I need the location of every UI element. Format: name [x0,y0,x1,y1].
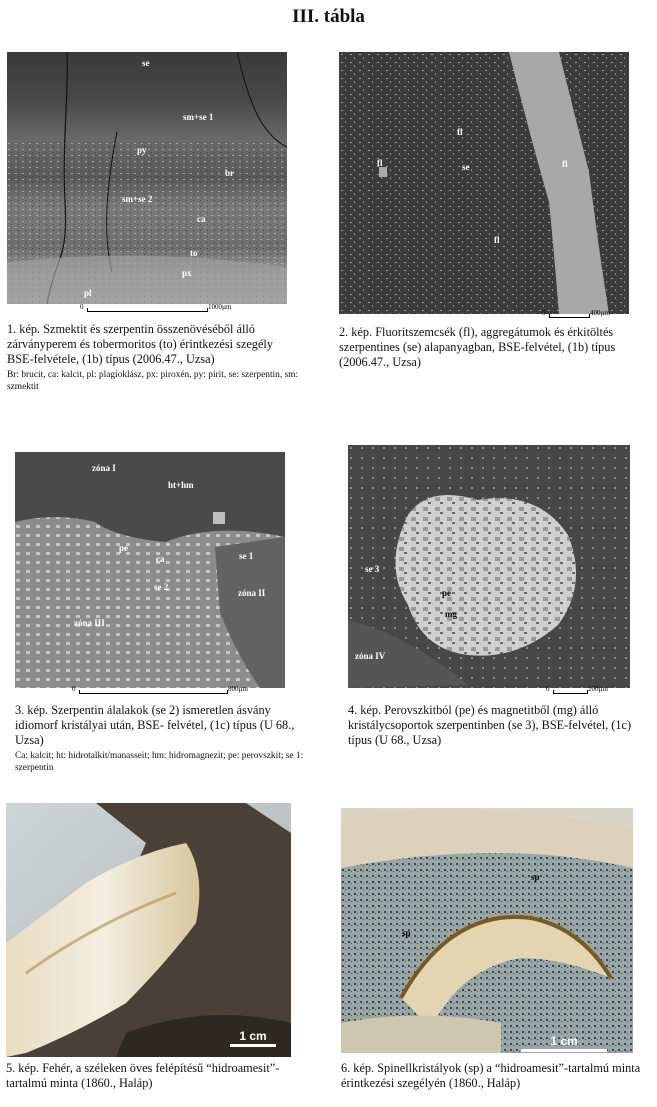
figure-5-scale: 1 cm [230,1029,276,1047]
fig1-label: sm+se 1 [183,112,214,122]
fig3-label: ht+hm [168,480,194,490]
figure-2-scale: 0 400µm [542,309,610,317]
fig4-label: mg [445,609,457,619]
fig4-label: pe [442,588,451,598]
figure-3-scale: 0 800µm [72,685,248,693]
figure-3-image [15,452,285,688]
fig1-label: px [182,268,192,278]
fig6-label: sp [402,928,411,938]
figure-4-image [348,445,630,688]
figure-2-image [339,52,629,314]
fig1-label: sm+se 2 [122,194,153,204]
figure-1-sem-image [7,52,287,304]
figure-6-image [341,808,633,1053]
fig1-label: br [225,168,234,178]
fig2-label: fl [494,235,500,245]
fig1-label: se [142,58,150,68]
fig3-label: zóna III [74,618,105,628]
figure-1-scale: 0 1000µm [80,303,232,311]
figure-2-caption: 2. kép. Fluoritszemcsék (fl), aggregátumok és érkitöltés szerpentines (se) alapanyagban, BSE-felvétel, (1b) típus (2006.47., Uzsa) [339,325,616,369]
fig1-label: py [137,145,147,155]
fig3-label: zóna II [238,588,266,598]
figure-3-caption: 3. kép. Szerpentin álalakok (se 2) ismeretlen ásvány idiomorf kristályai után, BSE- felvétel, (1c) típus (U 68., Uzsa) Ca: kalcit; ht: hidrotalkit/manasseit; hm: hidromagnezit; pe: perovszkit; se 1: szerpentin [15,703,304,773]
fig1-label: pl [84,288,92,298]
figure-5-image [6,803,291,1057]
fig6-label: sp [531,872,540,882]
fig3-label: se 1 [239,551,254,561]
fig2-label: fl [562,159,568,169]
figure-5-photo [6,803,291,1057]
page-title: III. tábla [292,6,365,27]
figure-6-photo [341,808,633,1053]
fig3-label: zóna I [92,463,116,473]
figure-4-sem-image [348,445,630,688]
fig1-label: to [190,248,198,258]
figure-6-scale: 1 cm [521,1034,607,1052]
figure-1-caption: 1. kép. Szmektit és szerpentin összenövéséből álló zárványperem és tobermoritos (to) érintkezési szegély BSE-felvétele, (1b) típus (2006.47., Uzsa) Br: brucit, ca: kalcit, pl: plagioklász, px: piroxén, py: pirit, se: szerpentin, sm: szmektit [7,322,299,392]
figure-5-caption: 5. kép. Fehér, a széleken öves felépítésű “hidroamesit”-tartalmú minta (1860., Haláp) [6,1061,280,1090]
fig4-label: se 3 [365,564,380,574]
figure-4-caption: 4. kép. Perovszkitból (pe) és magnetitből (mg) álló kristálycsoportok szerpentinben (se 3), BSE-felvétel, (1c) típus (U 68., Uzsa) [348,703,632,747]
figure-4-scale: 0 200µm [546,685,608,693]
figure-1-image [7,52,287,304]
fig4-label: zóna IV [355,651,386,661]
fig2-label: fl [457,127,463,137]
figure-6-caption: 6. kép. Spinellkristályok (sp) a “hidroamesit”-tartalmú minta érintkezési szegélyén (1860., Haláp) [341,1061,641,1090]
fig2-label: fl [377,158,383,168]
fig2-label: se [462,162,470,172]
fig3-label: pe [119,543,128,553]
fig3-label: se 2 [154,582,169,592]
fig3-label: ca [156,554,165,564]
figure-2-sem-image [339,52,629,314]
fig1-label: ca [197,214,206,224]
figure-3-sem-image [15,452,285,688]
